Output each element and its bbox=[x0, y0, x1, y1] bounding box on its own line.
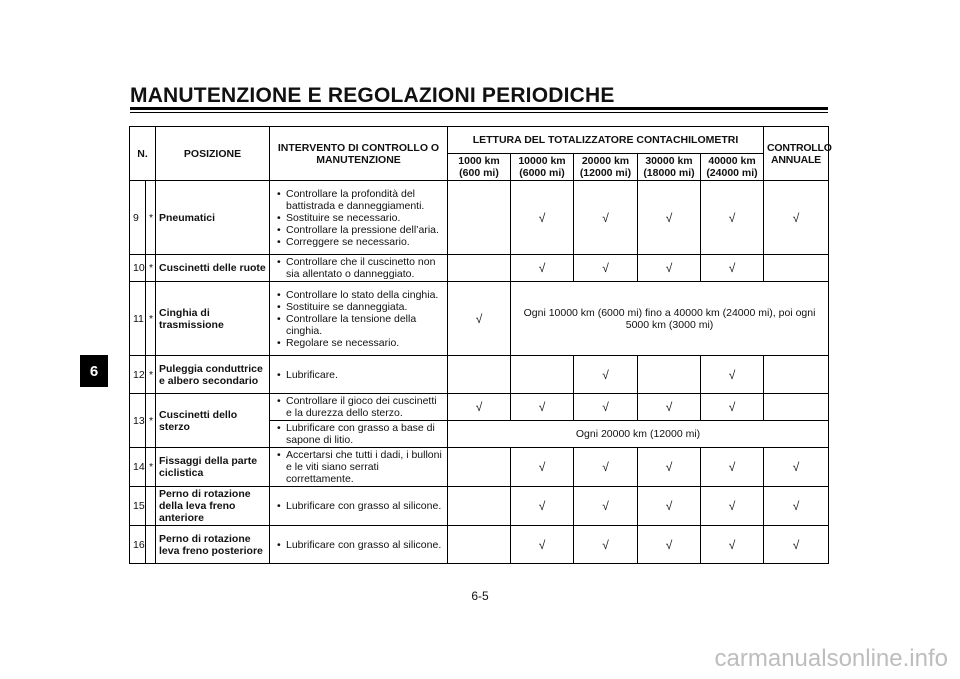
check-cell: √ bbox=[638, 394, 701, 421]
table-row bbox=[130, 255, 829, 282]
check-cell: √ bbox=[511, 181, 574, 255]
row-position: Cinghia di trasmissione bbox=[156, 282, 270, 356]
check-cell: √ bbox=[701, 255, 764, 282]
check-cell: √ bbox=[574, 394, 638, 421]
row-star: * bbox=[146, 282, 156, 356]
check-cell: √ bbox=[574, 356, 638, 394]
table-row bbox=[130, 282, 829, 356]
title-rule bbox=[130, 107, 828, 110]
check-cell: √ bbox=[574, 448, 638, 487]
row-star bbox=[146, 487, 156, 526]
check-cell: √ bbox=[511, 394, 574, 421]
row-star: * bbox=[146, 356, 156, 394]
check-cell: √ bbox=[701, 448, 764, 487]
chapter-tab: 6 bbox=[80, 355, 108, 387]
check-cell: √ bbox=[701, 487, 764, 526]
table-row bbox=[130, 394, 829, 421]
check-cell: √ bbox=[701, 181, 764, 255]
check-cell bbox=[448, 181, 511, 255]
row-position: Fissaggi della parte ciclistica bbox=[156, 448, 270, 487]
title-rule-thin bbox=[130, 112, 828, 113]
table-row bbox=[130, 181, 829, 255]
header-intervention: INTERVENTO DI CONTROLLO O MANUTENZIONE bbox=[270, 127, 448, 181]
row-number: 11 bbox=[130, 282, 146, 356]
check-cell bbox=[511, 356, 574, 394]
check-cell: √ bbox=[764, 487, 829, 526]
check-cell: √ bbox=[574, 181, 638, 255]
table-row bbox=[130, 448, 829, 487]
row-tasks: • Accertarsi che tutti i dadi, i bulloni e le viti siano serrati correttamente. bbox=[270, 448, 448, 487]
page-number: 6-5 bbox=[471, 589, 489, 603]
row-star: * bbox=[146, 255, 156, 282]
check-cell bbox=[448, 448, 511, 487]
check-cell: √ bbox=[764, 526, 829, 564]
row-tasks: • Lubrificare con grasso a base di sapone di litio. bbox=[270, 421, 448, 448]
row-position: Pneumatici bbox=[156, 181, 270, 255]
page-title: MANUTENZIONE E REGOLAZIONI PERIODICHE bbox=[130, 84, 615, 107]
check-cell: √ bbox=[511, 526, 574, 564]
check-cell: √ bbox=[764, 448, 829, 487]
row-tasks: • Lubrificare. bbox=[270, 356, 448, 394]
check-cell bbox=[448, 487, 511, 526]
check-cell: √ bbox=[638, 255, 701, 282]
row-number: 14 bbox=[130, 448, 146, 487]
interval-header: 20000 km (12000 mi) bbox=[574, 154, 638, 181]
row-star: * bbox=[146, 181, 156, 255]
row-position: Cuscinetti delle ruote bbox=[156, 255, 270, 282]
row-position: Perno di rotazione leva freno posteriore bbox=[156, 526, 270, 564]
watermark: carmanualsonline.info bbox=[714, 645, 948, 672]
check-cell: √ bbox=[701, 394, 764, 421]
maintenance-table bbox=[129, 126, 832, 564]
header-annual: CONTROLLO ANNUALE bbox=[764, 127, 829, 181]
table-row bbox=[130, 526, 829, 564]
row-position: Cuscinetti dello sterzo bbox=[156, 394, 270, 448]
header-position: POSIZIONE bbox=[156, 127, 270, 181]
row-number: 10 bbox=[130, 255, 146, 282]
interval-header: 40000 km (24000 mi) bbox=[701, 154, 764, 181]
check-cell: √ bbox=[638, 526, 701, 564]
check-cell: √ bbox=[701, 526, 764, 564]
row-tasks: • Controllare che il cuscinetto non sia allentato o danneggiato. bbox=[270, 255, 448, 282]
row-number: 9 bbox=[130, 181, 146, 255]
interval-note: Ogni 10000 km (6000 mi) fino a 40000 km (24000 mi), poi ogni 5000 km (3000 mi) bbox=[511, 282, 829, 356]
interval-header: 1000 km (600 mi) bbox=[448, 154, 511, 181]
row-tasks: • Controllare lo stato della cinghia. • Sostituire se danneggiata. • Controllare la tensione della cinghia. • Regolare se necessario. bbox=[270, 282, 448, 356]
check-cell bbox=[638, 356, 701, 394]
check-cell: √ bbox=[511, 255, 574, 282]
interval-header: 10000 km (6000 mi) bbox=[511, 154, 574, 181]
check-cell: √ bbox=[448, 282, 511, 356]
check-cell bbox=[764, 394, 829, 421]
interval-note: Ogni 20000 km (12000 mi) bbox=[448, 421, 829, 448]
check-cell bbox=[448, 526, 511, 564]
row-tasks: • Controllare il gioco dei cuscinetti e la durezza dello sterzo. bbox=[270, 394, 448, 421]
header-n: N. bbox=[130, 127, 156, 181]
check-cell: √ bbox=[701, 356, 764, 394]
check-cell: √ bbox=[511, 487, 574, 526]
row-star: * bbox=[146, 448, 156, 487]
header-odometer: LETTURA DEL TOTALIZZATORE CONTACHILOMETRI bbox=[448, 127, 764, 154]
check-cell: √ bbox=[638, 181, 701, 255]
check-cell: √ bbox=[574, 255, 638, 282]
row-number: 13 bbox=[130, 394, 146, 448]
row-position: Puleggia conduttrice e albero secondario bbox=[156, 356, 270, 394]
check-cell: √ bbox=[574, 526, 638, 564]
check-cell bbox=[448, 356, 511, 394]
row-number: 12 bbox=[130, 356, 146, 394]
check-cell bbox=[764, 255, 829, 282]
check-cell: √ bbox=[448, 394, 511, 421]
check-cell: √ bbox=[511, 448, 574, 487]
row-star bbox=[146, 526, 156, 564]
row-star: * bbox=[146, 394, 156, 448]
row-number: 16 bbox=[130, 526, 146, 564]
row-tasks: • Lubrificare con grasso al silicone. bbox=[270, 487, 448, 526]
check-cell: √ bbox=[764, 181, 829, 255]
row-position: Perno di rotazione della leva freno anteriore bbox=[156, 487, 270, 526]
row-number: 15 bbox=[130, 487, 146, 526]
check-cell: √ bbox=[574, 487, 638, 526]
check-cell bbox=[764, 356, 829, 394]
interval-header: 30000 km (18000 mi) bbox=[638, 154, 701, 181]
table-row bbox=[130, 356, 829, 394]
table-row bbox=[130, 487, 829, 526]
check-cell: √ bbox=[638, 448, 701, 487]
row-tasks: • Controllare la profondità del battistrada e danneggiamenti. • Sostituire se necessario. • Controllare la pressione dell’aria. • Correggere se necessario. bbox=[270, 181, 448, 255]
row-tasks: • Lubrificare con grasso al silicone. bbox=[270, 526, 448, 564]
check-cell bbox=[448, 255, 511, 282]
check-cell: √ bbox=[638, 487, 701, 526]
